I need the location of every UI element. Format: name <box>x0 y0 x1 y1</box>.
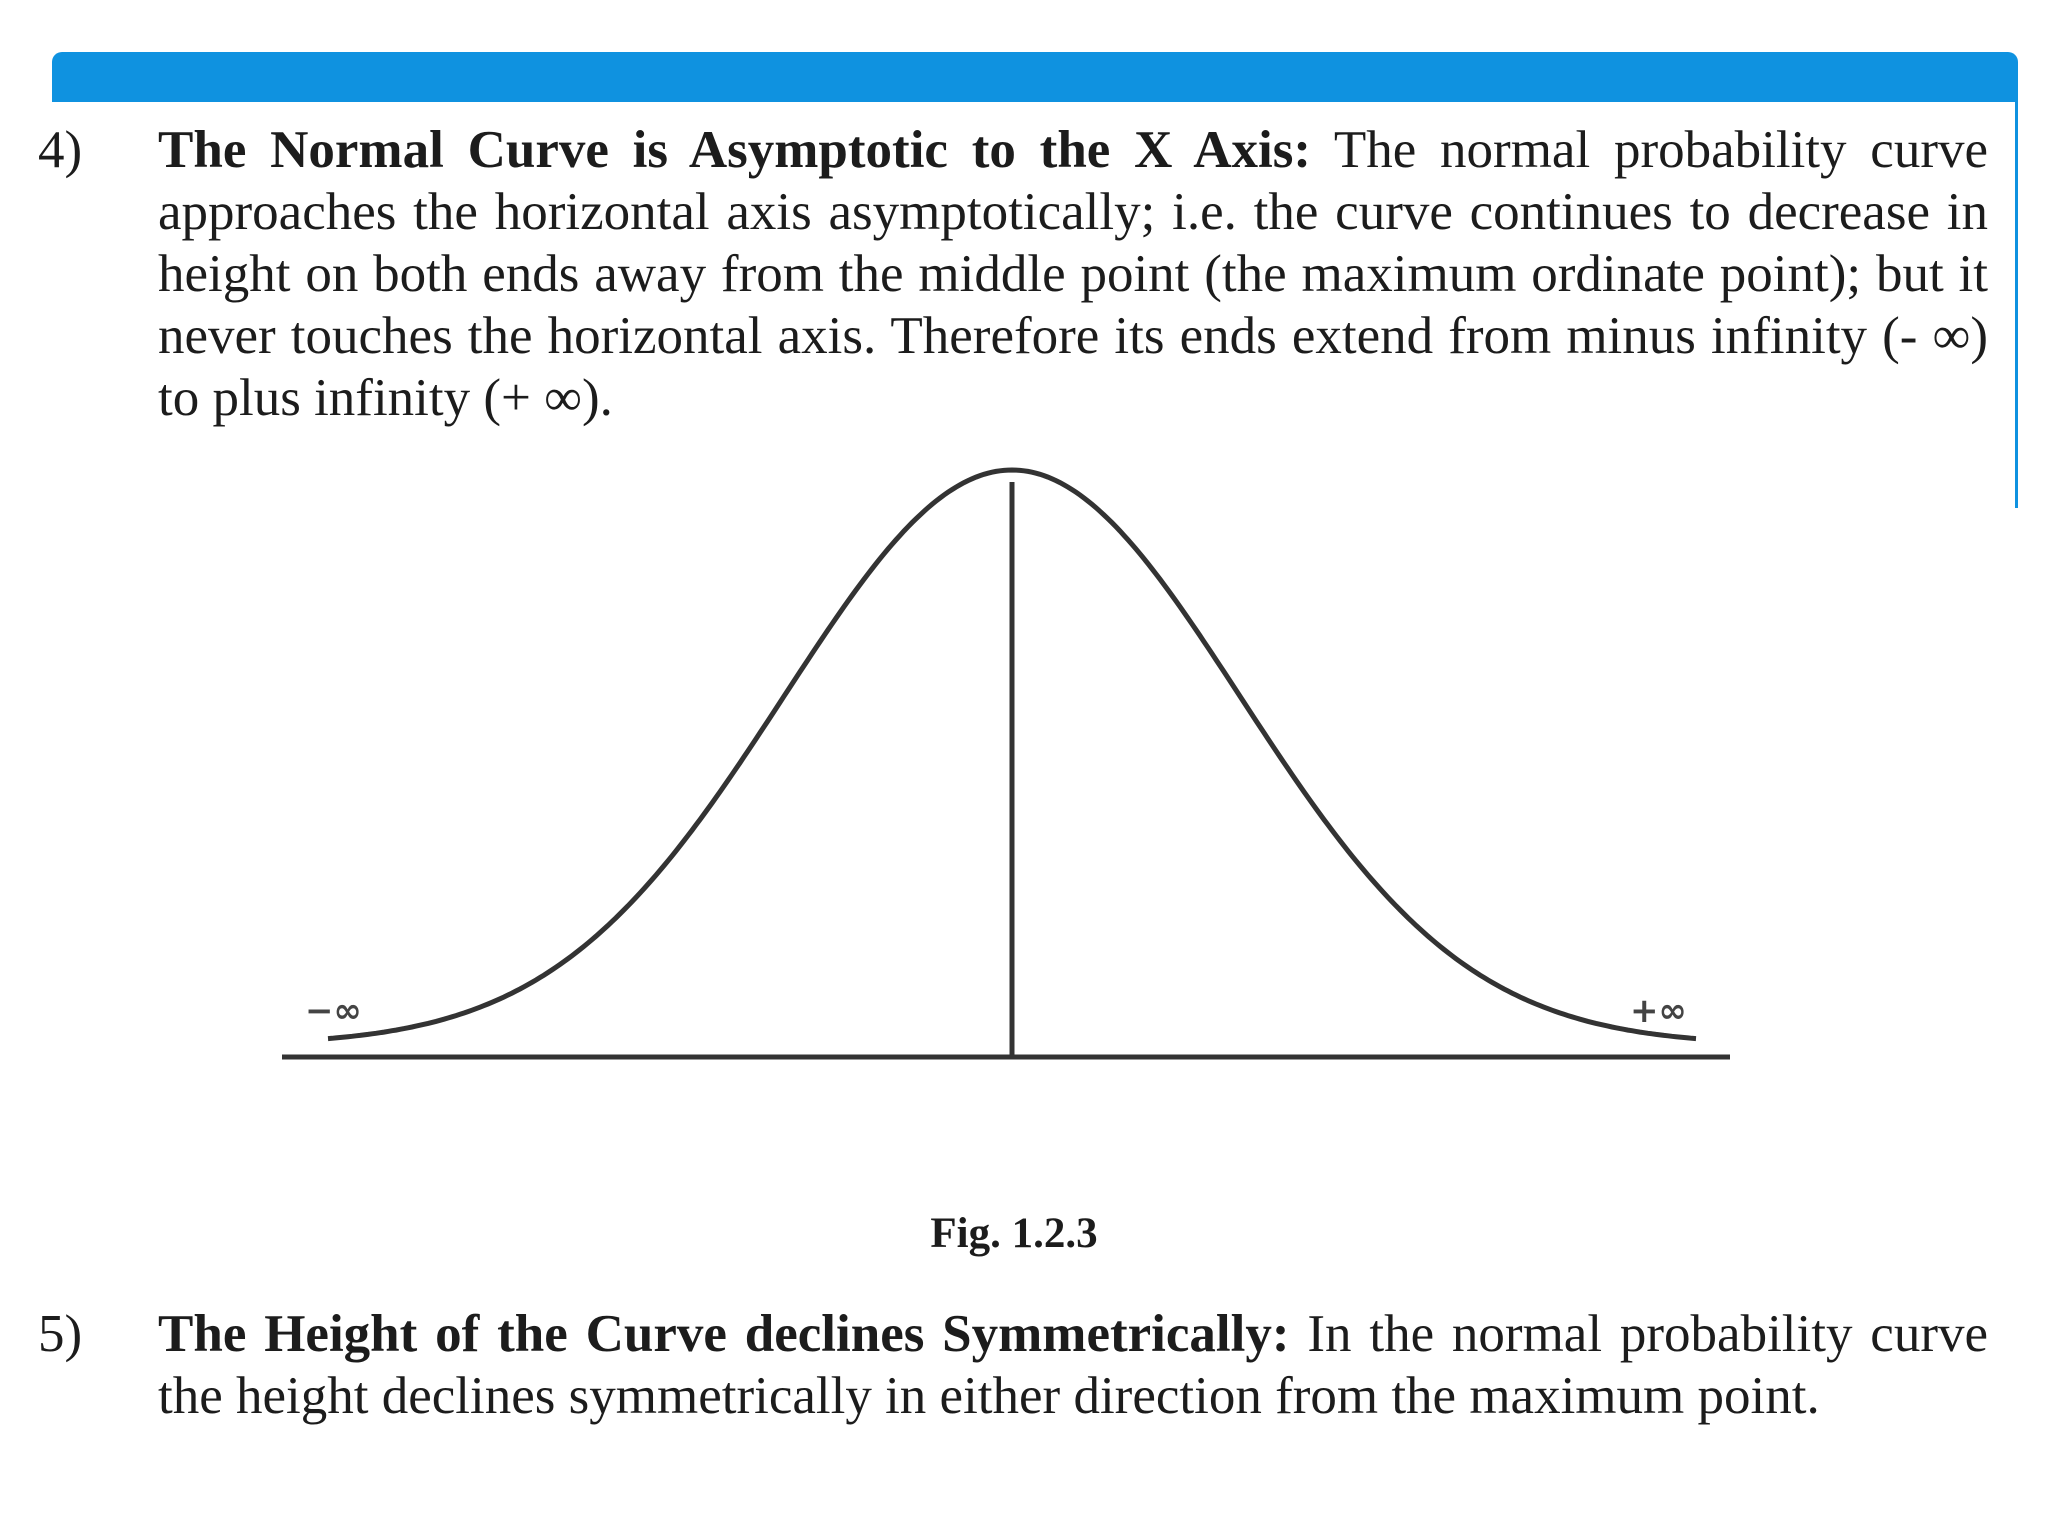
normal-curve <box>328 470 1696 1039</box>
item-heading: The Normal Curve is Asymptotic to the X Axis: <box>158 121 1312 179</box>
item-heading: The Height of the Curve declines Symmetrically: <box>158 1305 1290 1363</box>
list-item-4 <box>38 119 1988 429</box>
item-number: 5) <box>38 1305 83 1363</box>
plus-infinity-label: +∞ <box>1630 991 1687 1031</box>
item-body <box>158 1303 1988 1427</box>
item-text: The normal probability curve approaches the horizontal axis asymptotically; i.e. the curve continues to decrease in height on both ends away from the middle point (the maximum ordinate point); but it never touches the horizontal axis. Therefore its ends extend from minus infinity (- ∞) to plus infinity (+ ∞). <box>158 121 1989 427</box>
item-body <box>158 119 1988 429</box>
right-accent-rule <box>2015 100 2018 508</box>
minus-infinity-label: −∞ <box>305 991 362 1031</box>
figure-caption: Fig. 1.2.3 <box>930 1210 1098 1257</box>
item-number: 4) <box>38 121 83 179</box>
header-accent-bar <box>52 52 2018 102</box>
item-text: In the normal probability curve the height declines symmetrically in either direction from the maximum point. <box>158 1305 1989 1425</box>
list-item-5 <box>38 1303 1988 1427</box>
